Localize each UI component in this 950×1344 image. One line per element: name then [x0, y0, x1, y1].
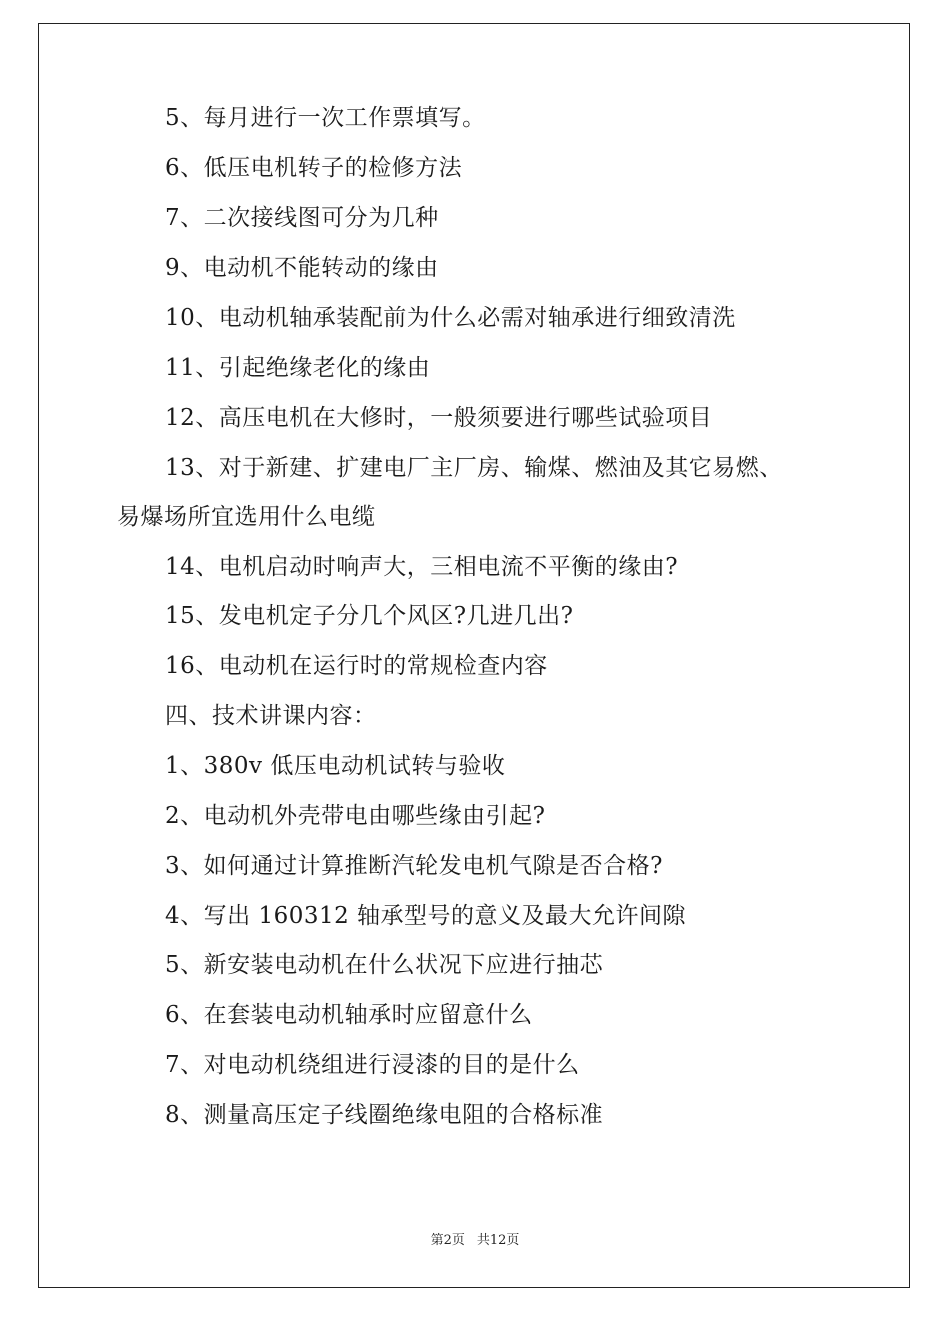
text-line: 3、如何通过计算推断汽轮发电机气隙是否合格?	[165, 853, 663, 879]
text-line: 15、发电机定子分几个风区?几进几出?	[165, 603, 574, 629]
text-line: 8、测量高压定子线圈绝缘电阻的合格标准	[165, 1102, 604, 1128]
text-line: 13、对于新建、扩建电厂主厂房、输煤、燃油及其它易燃、	[165, 455, 783, 481]
text-line: 2、电动机外壳带电由哪些缘由引起?	[165, 803, 546, 829]
text-line: 7、对电动机绕组进行浸漆的目的是什么	[165, 1052, 580, 1078]
text-line: 1、380v 低压电动机试转与验收	[165, 753, 506, 779]
text-line: 6、低压电机转子的检修方法	[165, 155, 463, 181]
page-footer	[0, 1233, 950, 1249]
text-line-continuation: 易爆场所宜选用什么电缆	[117, 504, 376, 530]
text-line: 7、二次接线图可分为几种	[165, 205, 439, 231]
text-line: 11、引起绝缘老化的缘由	[165, 355, 431, 381]
text-line: 4、写出 160312 轴承型号的意义及最大允许间隙	[165, 903, 687, 929]
text-line: 12、高压电机在大修时，一般须要进行哪些试验项目	[165, 405, 713, 431]
text-line: 10、电动机轴承装配前为什么必需对轴承进行细致清洗	[165, 305, 736, 331]
text-line: 9、电动机不能转动的缘由	[165, 255, 439, 281]
text-line: 5、新安装电动机在什么状况下应进行抽芯	[165, 952, 604, 978]
section-heading: 四、技术讲课内容：	[165, 703, 377, 729]
page-total: 共12页	[476, 1233, 520, 1248]
text-line: 14、电机启动时响声大，三相电流不平衡的缘由?	[165, 554, 679, 580]
page-number: 第2页	[430, 1233, 465, 1248]
text-line: 6、在套装电动机轴承时应留意什么	[165, 1002, 533, 1028]
text-line: 16、电动机在运行时的常规检查内容	[165, 653, 548, 679]
text-line: 5、每月进行一次工作票填写。	[165, 105, 486, 131]
